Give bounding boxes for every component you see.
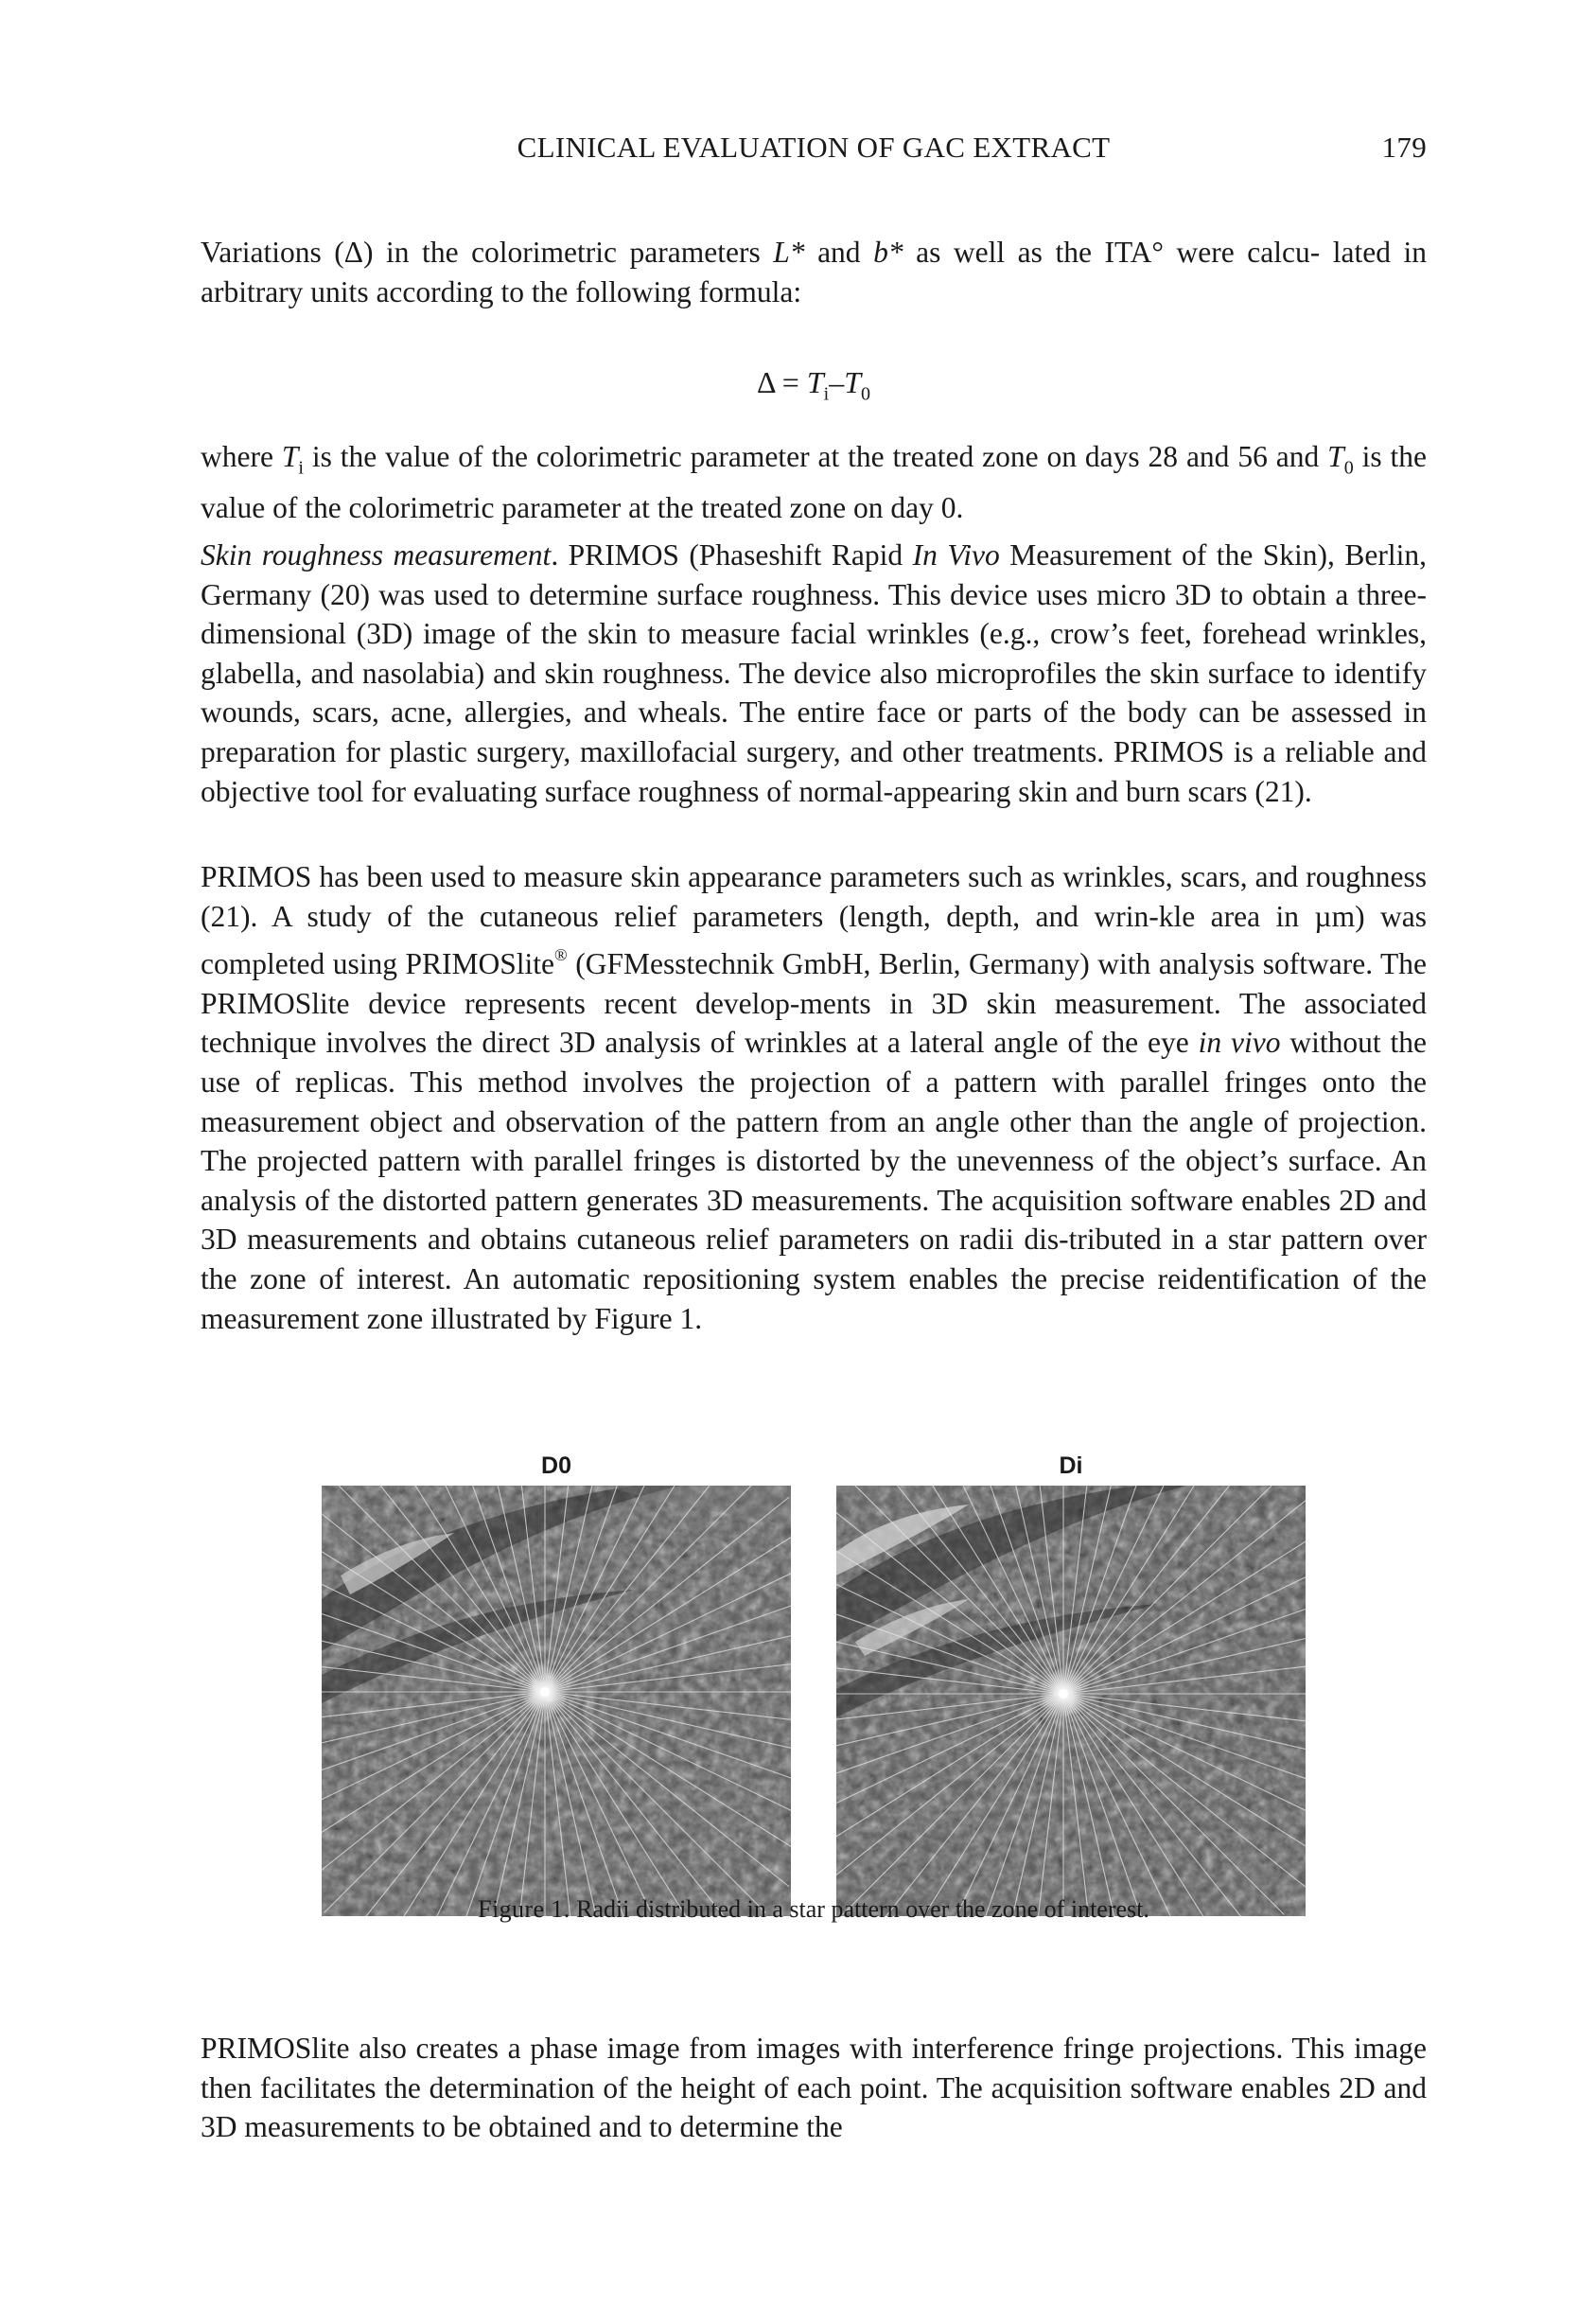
para5-text: PRIMOSlite also creates a phase image from images with interference fringe projections. This image then facilitates the determination of the height of each point. The acquisition software enables 2D and 3D measurements to be obtained and to determine the bbox=[201, 2032, 1427, 2144]
figure-1 bbox=[322, 1448, 1306, 1921]
registered-mark: ® bbox=[554, 945, 568, 965]
formula-t-i: T bbox=[806, 365, 824, 399]
para2-t-i: T bbox=[281, 440, 299, 473]
skin-image-di bbox=[836, 1486, 1306, 1916]
para1-text-a: Variations (Δ) in the colorimetric parameters bbox=[201, 236, 774, 269]
running-header bbox=[201, 131, 1427, 172]
formula-t-0: T bbox=[844, 365, 861, 399]
para1-text-conj: and bbox=[804, 236, 874, 269]
formula-dash: – bbox=[829, 365, 845, 399]
para4-text-c: without the use of replicas. This method involves the projection of a pattern with parallel fringes onto the measurement object and observation of the pattern from an angle other than the angle of projection. The projected pattern with parallel fringes is distorted by the unevenness of the object’s surface. An analysis of the distorted pattern generates 3D measurements. The acquisition software enables 2D and 3D measurements and obtains cutaneous relief parameters on radii dis-tributed in a star pattern over the zone of interest. An automatic repositioning system enables the precise reidentification of the measurement zone illustrated by Figure 1. bbox=[201, 1026, 1427, 1335]
panel-label-di: Di bbox=[1059, 1452, 1083, 1479]
paragraph-primos bbox=[201, 857, 1427, 1338]
para1-text-d: lated in arbitrary units according to the following formula: bbox=[201, 236, 1428, 308]
para4-text-b: (GFMesstechnik GmbH, Berlin, Germany) with analysis software. The PRIMOSlite device represents recent develop-ments in 3D skin measurement. The associated technique involves the direct 3D analysis of wrinkles at a lateral angle of the eye bbox=[201, 947, 1427, 1060]
panel-label-d0: D0 bbox=[541, 1452, 571, 1479]
figure-panel-d0 bbox=[322, 1448, 791, 1916]
formula-lhs: Δ = bbox=[756, 365, 807, 399]
paragraph-skin-roughness bbox=[201, 536, 1427, 811]
para2-text-a: where bbox=[201, 440, 282, 473]
para2-sub-0: 0 bbox=[1343, 457, 1354, 479]
running-title: CLINICAL EVALUATION OF GAC EXTRACT bbox=[517, 131, 1111, 164]
para3-text-a: . PRIMOS (Phaseshift Rapid bbox=[551, 538, 913, 572]
para3-in-vivo: In Vivo bbox=[912, 538, 1000, 572]
para3-text-b: Measurement of the Skin), Berlin, Germany (20) was used to determine surface roughness. This device uses micro 3D to obtain a three-dimensional (3D) image of the skin to measure facial wrinkles (e.g., crow’s feet, forehead wrinkles, glabella, and nasolabia) and skin roughness. The device also microprofiles the skin surface to identify wounds, scars, acne, allergies, and wheals. The entire face or parts of the body can be assessed in preparation for plastic surgery, maxillofacial surgery, and other treatments. PRIMOS is a reliable and objective tool for evaluating surface roughness of normal-appearing skin and burn scars (21). bbox=[201, 538, 1427, 808]
para4-text-a: PRIMOS has been used to measure skin appearance parameters such as wrinkles, scars, and roughness (21). A study of the cutaneous relief parameters (length, depth, and wrin-kle area in µm) was completed using PRIMOSlite bbox=[201, 860, 1427, 981]
para1-b-star: b* bbox=[873, 236, 903, 269]
section-heading-skin-roughness: Skin roughness measurement bbox=[201, 538, 552, 572]
figure-caption-text: Radii distributed in a star pattern over the zone of interest. bbox=[576, 1895, 1149, 1923]
para1-l-star: L* bbox=[773, 236, 805, 269]
figure-caption-label: Figure 1. bbox=[478, 1895, 570, 1923]
figure-panel-di bbox=[836, 1448, 1306, 1916]
para2-text-c: and bbox=[1275, 440, 1328, 473]
delta-formula bbox=[201, 363, 1427, 413]
para2-sub-i: i bbox=[298, 457, 304, 479]
para4-in-vivo: in vivo bbox=[1198, 1026, 1281, 1060]
paragraph-phase-image bbox=[201, 2029, 1427, 2147]
paragraph-variations bbox=[201, 233, 1427, 311]
para2-text-d: is the value of the colorimetric parameter at the treated zone on day 0. bbox=[201, 440, 1428, 524]
skin-image-d0 bbox=[322, 1486, 791, 1916]
paragraph-where bbox=[201, 437, 1427, 527]
para1-text-c: as well as the ITA° were calcu- bbox=[903, 236, 1321, 269]
formula-sub-i: i bbox=[823, 383, 830, 405]
para2-text-b: is the value of the colorimetric parameter at the treated zone on days 28 and 56 bbox=[303, 440, 1268, 473]
figure-caption bbox=[201, 1892, 1427, 1927]
formula-sub-0: 0 bbox=[861, 383, 870, 405]
para2-t-0: T bbox=[1327, 440, 1344, 473]
page-number: 179 bbox=[1381, 131, 1427, 164]
